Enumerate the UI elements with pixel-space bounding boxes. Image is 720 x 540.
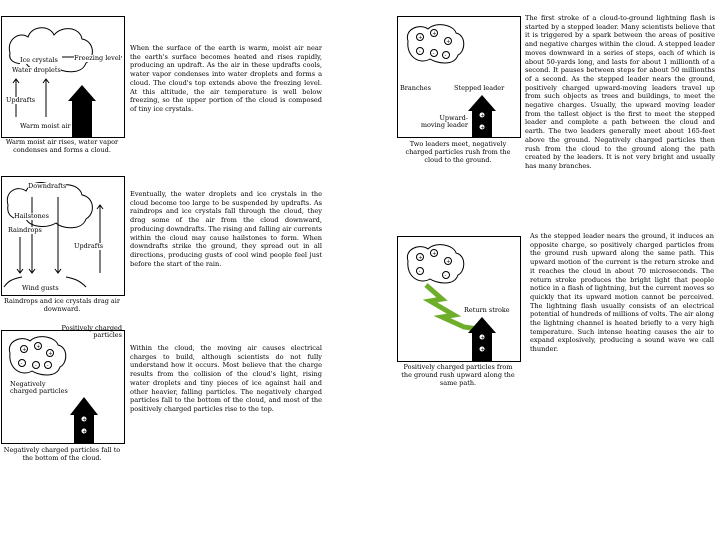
stepped-leader-caption: Two leaders meet, negatively charged particles rush from the cloud to the ground. <box>405 140 511 165</box>
svg-text:-: - <box>46 362 49 369</box>
updrafts-label: Updrafts <box>6 96 36 104</box>
svg-text:-: - <box>418 48 421 55</box>
gust-arrow-left <box>4 277 22 287</box>
svg-text:-: - <box>444 272 447 279</box>
svg-text:+: + <box>480 112 485 119</box>
return-stroke-text: As the stepped leader nears the ground, it induces an opposite charge, so positively charged particles from the ground rush upward along the same path. This upward motion of the current is the return stroke and it reaches the cloud in about 70 microseconds. The return stroke produces the bright light that people notice in a flash of lightning, but the current moves so quickly that its upward motion cannot be perceived. The lightning flash usually consists of an electrical potential of hundreds of millions of volts. The air along the lightning channel is heated briefly to a very high temperature. Such intense heating causes the air to expand explosively, producing a sound wave we call thunder. <box>530 232 714 354</box>
return-stroke-label: Return stroke <box>464 306 510 314</box>
svg-text:-: - <box>444 52 447 59</box>
updrafts-label-2: Updrafts <box>74 242 104 250</box>
diagram-downdrafts <box>1 176 125 296</box>
svg-text:+: + <box>432 250 437 257</box>
diagram-return-stroke <box>397 236 521 362</box>
building-icon <box>68 85 96 137</box>
svg-text:-: - <box>20 360 23 367</box>
branches-label: Branches <box>400 84 431 92</box>
gust-arrow-right <box>66 277 86 287</box>
ice-crystals-label: Ice crystals <box>20 56 58 64</box>
positively-charged-label: Positively charged particles <box>61 324 122 340</box>
downdrafts-drawing <box>2 177 126 297</box>
hailstones-label: Hailstones <box>14 212 49 220</box>
stepped-leader-label: Stepped leader <box>454 84 505 92</box>
svg-text:+: + <box>36 343 41 350</box>
svg-text:+: + <box>480 346 485 353</box>
svg-text:-: - <box>34 362 37 369</box>
freezing-level-label: Freezing level <box>74 54 121 62</box>
diagram-cloud-formation <box>1 16 125 138</box>
svg-text:+: + <box>432 30 437 37</box>
downdrafts-caption: Raindrops and ice crystals drag air downward. <box>3 297 120 314</box>
diagram-charge-separation <box>1 324 125 444</box>
cloud-formation-caption: Warm moist air rises, water vapor condenses and forms a cloud. <box>5 138 119 155</box>
svg-text:-: - <box>432 50 435 57</box>
svg-text:-: - <box>418 268 421 275</box>
svg-text:+: + <box>418 254 423 261</box>
return-stroke-caption: Positively charged particles from the ground rush upward along the same path. <box>401 363 515 388</box>
cloud-formation-drawing <box>2 17 126 139</box>
downdrafts-label: Downdrafts <box>28 182 67 190</box>
raindrops-label: Raindrops <box>8 226 42 234</box>
svg-text:+: + <box>446 38 451 45</box>
charge-separation-text: Within the cloud, the moving air causes electrical charges to build, although scientists do not fully understand how it occurs. Most believe that the charge results from the collision of the cloud's light, rising water droplets and tiny pieces of ice against hail and other heavier, falling particles. The negatively charged particles fall to the bottom of the cloud, and most of the positively charged particles rise to the top. <box>130 344 322 413</box>
cloud-formation-text: When the surface of the earth is warm, moist air near the earth's surface becomes heated and rises rapidly, producing an updraft. As the air in these updrafts cools, water vapor condenses into water droplets and forms a cloud. The cloud's top extends above the freezing level. At this altitude, the air temperature is well below freezing, so the upper portion of the cloud is composed of tiny ice crystals. <box>130 44 322 113</box>
return-stroke-drawing <box>398 237 522 363</box>
svg-text:+: + <box>446 258 451 265</box>
downdrafts-text: Eventually, the water droplets and ice crystals in the cloud become too large to be suspended by updrafts. As raindrops and ice crystals fall through the cloud, they drag some of the air from the cloud downward, producing downdrafts. The rising and falling air currents within the cloud may cause hailstones to form. When downdrafts strike the ground, they spread out in all directions, producing gusts of cool wind people feel just before the start of the rain. <box>130 190 322 268</box>
charge-separation-caption: Negatively charged particles fall to the bottom of the cloud. <box>3 446 121 463</box>
svg-text:+: + <box>480 334 485 341</box>
svg-text:+: + <box>480 124 485 131</box>
stepped-leader-text: The first stroke of a cloud-to-ground lightning flash is started by a stepped leader. Many scientists believe that it is triggered by a spark between the areas of positive and negative charges within the cloud. A stepped leader moves downward in a series of steps, each of which is about 50-yards long, and lasts for about 1 millionth of a second. It pauses between steps for about 50 millionths of a second. As the stepped leader nears the ground, positively charged upward-moving leaders travel up from such objects as trees and buildings, to meet the negative charges. Usually, the upward moving leader from the tallest object is the first to meet the stepped leader and complete a path between the cloud and earth. The two leaders generally meet about 165-feet above the ground. Negatively charged particles then rush from the cloud to the ground along the path created by the leaders. It is not very bright and usually has many branches. <box>525 14 715 170</box>
svg-text:+: + <box>418 34 423 41</box>
svg-text:+: + <box>22 346 27 353</box>
water-droplets-label: Water droplets <box>12 66 61 74</box>
negatively-charged-label: Negatively charged particles <box>10 381 74 395</box>
svg-text:+: + <box>48 350 53 357</box>
wind-gusts-label: Wind gusts <box>22 284 59 292</box>
diagram-stepped-leader <box>397 16 521 138</box>
svg-text:+: + <box>82 416 87 423</box>
warm-moist-air-label: Warm moist air <box>20 122 71 130</box>
svg-text:+: + <box>82 428 87 435</box>
upward-leader-label: Upward-moving leader <box>420 114 468 130</box>
